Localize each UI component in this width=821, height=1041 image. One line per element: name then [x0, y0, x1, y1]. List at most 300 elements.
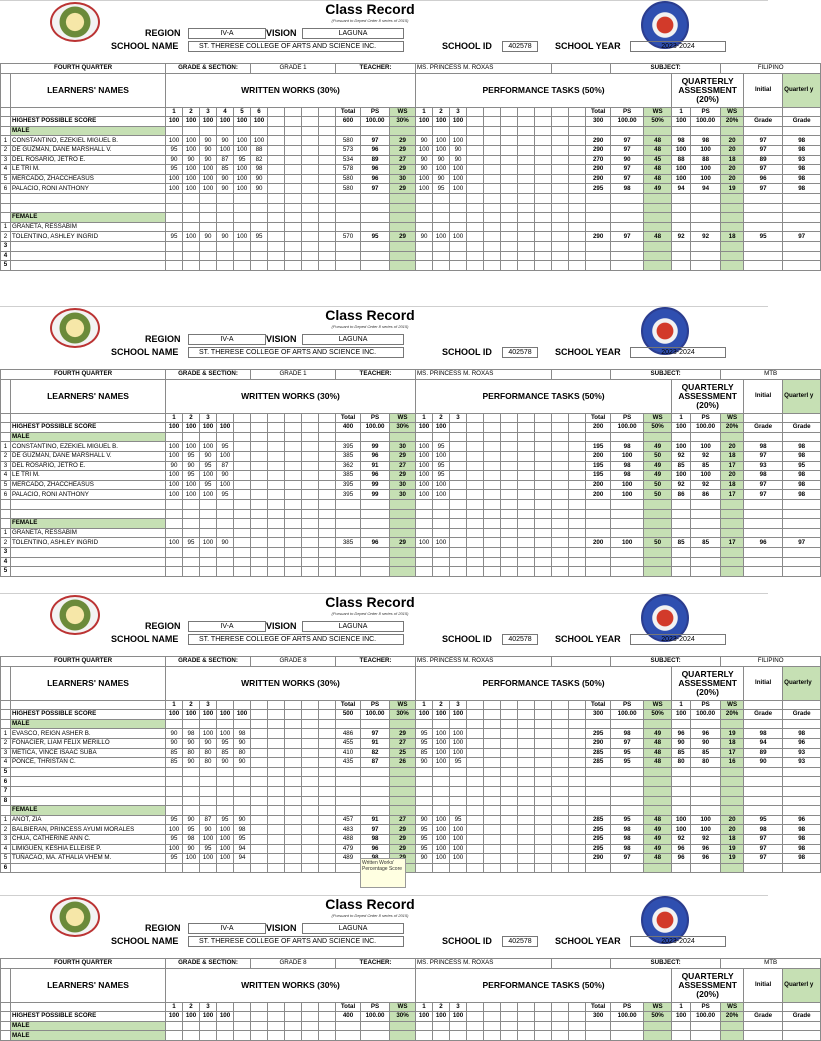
blank-cell[interactable] — [234, 193, 251, 203]
subject-value[interactable]: MTB — [721, 370, 821, 380]
score-cell[interactable]: 95 — [251, 232, 268, 242]
score-cell[interactable] — [302, 490, 319, 500]
blank-cell[interactable] — [518, 547, 535, 557]
score-cell[interactable]: 96 — [783, 738, 821, 748]
blank-cell[interactable] — [569, 261, 586, 271]
score-cell[interactable]: 95 — [433, 471, 450, 481]
score-cell[interactable]: 86 — [672, 490, 691, 500]
score-cell[interactable] — [535, 825, 552, 835]
score-cell[interactable] — [501, 442, 518, 452]
blank-cell[interactable] — [183, 203, 200, 213]
blank-cell[interactable] — [611, 203, 644, 213]
score-cell[interactable] — [569, 528, 586, 538]
score-cell[interactable]: 95 — [744, 815, 783, 825]
score-cell[interactable]: 97 — [744, 844, 783, 854]
score-cell[interactable] — [268, 461, 285, 471]
score-cell[interactable]: 98 — [611, 825, 644, 835]
blank-cell[interactable] — [234, 786, 251, 796]
score-cell[interactable] — [552, 825, 569, 835]
score-cell[interactable] — [302, 825, 319, 835]
score-cell[interactable]: 95 — [183, 451, 200, 461]
blank-cell[interactable] — [433, 557, 450, 567]
blank-cell[interactable] — [251, 796, 268, 806]
grade-section-value[interactable]: GRADE 1 — [251, 64, 336, 74]
score-cell[interactable]: 97 — [611, 136, 644, 146]
blank-cell[interactable] — [691, 796, 721, 806]
score-cell[interactable]: 98 — [783, 442, 821, 452]
score-cell[interactable] — [319, 145, 336, 155]
score-cell[interactable]: 80 — [200, 748, 217, 758]
score-cell[interactable]: 98 — [783, 834, 821, 844]
blank-cell[interactable] — [166, 796, 183, 806]
score-cell[interactable] — [518, 451, 535, 461]
score-cell[interactable] — [268, 854, 285, 864]
blank-cell[interactable] — [672, 261, 691, 271]
score-cell[interactable] — [535, 174, 552, 184]
score-cell[interactable] — [183, 528, 200, 538]
score-cell[interactable]: 100 — [691, 145, 721, 155]
score-cell[interactable] — [569, 442, 586, 452]
blank-cell[interactable] — [744, 567, 783, 577]
blank-cell[interactable] — [586, 786, 611, 796]
score-cell[interactable] — [302, 222, 319, 232]
score-cell[interactable] — [484, 136, 501, 146]
score-cell[interactable]: 100 — [450, 825, 467, 835]
blank-cell[interactable] — [166, 499, 183, 509]
score-cell[interactable]: 295 — [586, 834, 611, 844]
blank-cell[interactable] — [586, 193, 611, 203]
score-cell[interactable]: 100 — [416, 461, 433, 471]
score-cell[interactable] — [217, 222, 234, 232]
score-cell[interactable] — [569, 490, 586, 500]
score-cell[interactable]: 20 — [721, 165, 744, 175]
blank-cell[interactable] — [744, 499, 783, 509]
score-cell[interactable] — [744, 222, 783, 232]
blank-cell[interactable] — [217, 567, 234, 577]
score-cell[interactable]: 95 — [433, 442, 450, 452]
school-name-field[interactable]: ST. THERESE COLLEGE OF ARTS AND SCIENCE INC. — [188, 936, 404, 947]
blank-cell[interactable] — [11, 767, 166, 777]
blank-cell[interactable] — [217, 261, 234, 271]
blank-cell[interactable] — [433, 509, 450, 519]
score-cell[interactable] — [467, 165, 484, 175]
blank-cell[interactable] — [285, 863, 302, 873]
score-cell[interactable] — [302, 232, 319, 242]
score-cell[interactable]: 97 — [361, 136, 390, 146]
blank-cell[interactable] — [586, 567, 611, 577]
score-cell[interactable] — [535, 844, 552, 854]
blank-cell[interactable] — [484, 193, 501, 203]
score-cell[interactable] — [518, 155, 535, 165]
score-cell[interactable] — [501, 480, 518, 490]
blank-cell[interactable] — [200, 863, 217, 873]
blank-cell[interactable] — [361, 777, 390, 787]
score-cell[interactable]: 385 — [336, 538, 361, 548]
blank-cell[interactable] — [744, 509, 783, 519]
score-cell[interactable] — [569, 145, 586, 155]
score-cell[interactable]: 100 — [166, 538, 183, 548]
score-cell[interactable] — [552, 844, 569, 854]
blank-cell[interactable] — [586, 251, 611, 261]
grade-section-value[interactable]: GRADE 8 — [251, 657, 336, 667]
score-cell[interactable]: 85 — [672, 538, 691, 548]
blank-cell[interactable] — [450, 193, 467, 203]
score-cell[interactable]: 95 — [183, 538, 200, 548]
score-cell[interactable]: 30 — [390, 480, 416, 490]
score-cell[interactable] — [183, 222, 200, 232]
blank-cell[interactable] — [200, 241, 217, 251]
blank-cell[interactable] — [744, 251, 783, 261]
teacher-value[interactable]: MS. PRINCESS M. ROXAS — [416, 370, 552, 380]
score-cell[interactable] — [234, 451, 251, 461]
blank-cell[interactable] — [501, 767, 518, 777]
score-cell[interactable]: 90 — [744, 758, 783, 768]
blank-cell[interactable] — [285, 241, 302, 251]
blank-cell[interactable] — [783, 547, 821, 557]
score-cell[interactable]: 100 — [416, 451, 433, 461]
score-cell[interactable]: 100 — [217, 451, 234, 461]
school-year-field[interactable]: 2023-2024 — [630, 634, 726, 645]
score-cell[interactable] — [251, 461, 268, 471]
score-cell[interactable]: 100 — [691, 442, 721, 452]
score-cell[interactable] — [285, 528, 302, 538]
score-cell[interactable] — [721, 222, 744, 232]
score-cell[interactable]: 85 — [217, 165, 234, 175]
score-cell[interactable] — [535, 222, 552, 232]
score-cell[interactable] — [302, 136, 319, 146]
score-cell[interactable]: 85 — [217, 748, 234, 758]
blank-cell[interactable] — [268, 767, 285, 777]
blank-cell[interactable] — [361, 509, 390, 519]
score-cell[interactable] — [234, 222, 251, 232]
score-cell[interactable]: 395 — [336, 480, 361, 490]
blank-cell[interactable] — [672, 767, 691, 777]
score-cell[interactable]: 97 — [744, 136, 783, 146]
score-cell[interactable]: 27 — [390, 815, 416, 825]
blank-cell[interactable] — [484, 786, 501, 796]
blank-cell[interactable] — [644, 193, 672, 203]
score-cell[interactable] — [285, 854, 302, 864]
score-cell[interactable]: 96 — [691, 844, 721, 854]
blank-cell[interactable] — [336, 261, 361, 271]
blank-cell[interactable] — [390, 547, 416, 557]
score-cell[interactable] — [251, 471, 268, 481]
blank-cell[interactable] — [416, 863, 433, 873]
score-cell[interactable] — [535, 232, 552, 242]
score-cell[interactable] — [319, 538, 336, 548]
blank-cell[interactable] — [484, 777, 501, 787]
score-cell[interactable] — [501, 174, 518, 184]
score-cell[interactable] — [569, 174, 586, 184]
score-cell[interactable]: 200 — [586, 490, 611, 500]
blank-cell[interactable] — [535, 557, 552, 567]
score-cell[interactable]: 88 — [672, 155, 691, 165]
score-cell[interactable]: 48 — [644, 174, 672, 184]
score-cell[interactable] — [484, 729, 501, 739]
blank-cell[interactable] — [450, 241, 467, 251]
score-cell[interactable] — [268, 738, 285, 748]
score-cell[interactable]: 290 — [586, 145, 611, 155]
score-cell[interactable]: 19 — [721, 844, 744, 854]
score-cell[interactable] — [569, 136, 586, 146]
blank-cell[interactable] — [744, 786, 783, 796]
score-cell[interactable] — [552, 834, 569, 844]
blank-cell[interactable] — [644, 547, 672, 557]
score-cell[interactable]: 580 — [336, 174, 361, 184]
score-cell[interactable] — [450, 538, 467, 548]
blank-cell[interactable] — [721, 203, 744, 213]
blank-cell[interactable] — [416, 796, 433, 806]
score-cell[interactable] — [518, 854, 535, 864]
division-field[interactable]: LAGUNA — [302, 28, 404, 39]
score-cell[interactable]: 98 — [783, 451, 821, 461]
blank-cell[interactable] — [390, 499, 416, 509]
score-cell[interactable]: 48 — [644, 815, 672, 825]
score-cell[interactable]: 100 — [433, 480, 450, 490]
blank-cell[interactable] — [361, 261, 390, 271]
blank-cell[interactable] — [319, 863, 336, 873]
score-cell[interactable]: 90 — [234, 738, 251, 748]
score-cell[interactable] — [285, 184, 302, 194]
score-cell[interactable] — [535, 834, 552, 844]
blank-cell[interactable] — [569, 499, 586, 509]
score-cell[interactable]: 95 — [166, 165, 183, 175]
blank-cell[interactable] — [416, 767, 433, 777]
score-cell[interactable] — [569, 834, 586, 844]
score-cell[interactable]: 98 — [611, 834, 644, 844]
score-cell[interactable]: 100 — [433, 854, 450, 864]
score-cell[interactable]: 385 — [336, 451, 361, 461]
score-cell[interactable]: 100 — [200, 834, 217, 844]
score-cell[interactable] — [721, 528, 744, 538]
blank-cell[interactable] — [535, 499, 552, 509]
score-cell[interactable]: 88 — [691, 155, 721, 165]
score-cell[interactable] — [285, 844, 302, 854]
score-cell[interactable] — [268, 145, 285, 155]
score-cell[interactable]: 85 — [691, 538, 721, 548]
score-cell[interactable] — [450, 461, 467, 471]
score-cell[interactable]: 96 — [361, 145, 390, 155]
score-cell[interactable]: 100 — [183, 480, 200, 490]
score-cell[interactable] — [569, 538, 586, 548]
score-cell[interactable]: 285 — [586, 758, 611, 768]
blank-cell[interactable] — [783, 261, 821, 271]
score-cell[interactable]: 98 — [783, 174, 821, 184]
blank-cell[interactable] — [569, 567, 586, 577]
score-cell[interactable]: 85 — [691, 748, 721, 758]
blank-cell[interactable] — [234, 557, 251, 567]
score-cell[interactable] — [450, 480, 467, 490]
score-cell[interactable] — [484, 174, 501, 184]
blank-cell[interactable] — [484, 241, 501, 251]
score-cell[interactable] — [518, 136, 535, 146]
score-cell[interactable]: 100 — [166, 451, 183, 461]
score-cell[interactable] — [518, 758, 535, 768]
blank-cell[interactable] — [552, 557, 569, 567]
blank-cell[interactable] — [319, 567, 336, 577]
score-cell[interactable]: 98 — [783, 490, 821, 500]
blank-cell[interactable] — [416, 193, 433, 203]
blank-cell[interactable] — [672, 203, 691, 213]
score-cell[interactable] — [783, 222, 821, 232]
score-cell[interactable]: 96 — [691, 729, 721, 739]
blank-cell[interactable] — [319, 767, 336, 777]
score-cell[interactable]: 100 — [433, 825, 450, 835]
blank-cell[interactable] — [416, 567, 433, 577]
blank-cell[interactable] — [535, 796, 552, 806]
score-cell[interactable] — [166, 528, 183, 538]
score-cell[interactable] — [319, 165, 336, 175]
blank-cell[interactable] — [744, 193, 783, 203]
score-cell[interactable] — [268, 834, 285, 844]
blank-cell[interactable] — [569, 509, 586, 519]
blank-cell[interactable] — [183, 509, 200, 519]
score-cell[interactable]: 29 — [390, 136, 416, 146]
score-cell[interactable]: 90 — [691, 738, 721, 748]
score-cell[interactable]: 49 — [644, 844, 672, 854]
score-cell[interactable] — [484, 834, 501, 844]
blank-cell[interactable] — [183, 557, 200, 567]
score-cell[interactable]: 100 — [166, 825, 183, 835]
score-cell[interactable]: 97 — [744, 854, 783, 864]
score-cell[interactable] — [302, 854, 319, 864]
score-cell[interactable] — [319, 184, 336, 194]
score-cell[interactable]: 93 — [783, 758, 821, 768]
blank-cell[interactable] — [552, 203, 569, 213]
blank-cell[interactable] — [691, 557, 721, 567]
score-cell[interactable]: 91 — [361, 815, 390, 825]
score-cell[interactable] — [285, 174, 302, 184]
blank-cell[interactable] — [217, 863, 234, 873]
score-cell[interactable] — [501, 844, 518, 854]
score-cell[interactable]: 97 — [611, 738, 644, 748]
blank-cell[interactable] — [390, 796, 416, 806]
blank-cell[interactable] — [285, 251, 302, 261]
score-cell[interactable]: 49 — [644, 184, 672, 194]
score-cell[interactable]: 195 — [586, 442, 611, 452]
blank-cell[interactable] — [484, 567, 501, 577]
score-cell[interactable] — [501, 490, 518, 500]
score-cell[interactable] — [319, 155, 336, 165]
score-cell[interactable]: 100 — [691, 815, 721, 825]
score-cell[interactable]: 90 — [200, 145, 217, 155]
score-cell[interactable] — [552, 471, 569, 481]
blank-cell[interactable] — [467, 251, 484, 261]
blank-cell[interactable] — [166, 509, 183, 519]
score-cell[interactable] — [552, 174, 569, 184]
score-cell[interactable] — [285, 136, 302, 146]
score-cell[interactable]: 87 — [217, 155, 234, 165]
blank-cell[interactable] — [217, 203, 234, 213]
score-cell[interactable]: 82 — [251, 155, 268, 165]
score-cell[interactable] — [569, 232, 586, 242]
score-cell[interactable] — [569, 222, 586, 232]
score-cell[interactable] — [501, 758, 518, 768]
score-cell[interactable] — [302, 815, 319, 825]
blank-cell[interactable] — [268, 509, 285, 519]
score-cell[interactable] — [501, 136, 518, 146]
score-cell[interactable]: 290 — [586, 136, 611, 146]
score-cell[interactable] — [501, 222, 518, 232]
blank-cell[interactable] — [552, 863, 569, 873]
blank-cell[interactable] — [200, 796, 217, 806]
blank-cell[interactable] — [586, 557, 611, 567]
blank-cell[interactable] — [268, 796, 285, 806]
score-cell[interactable]: 98 — [183, 834, 200, 844]
score-cell[interactable] — [691, 222, 721, 232]
blank-cell[interactable] — [336, 241, 361, 251]
score-cell[interactable] — [268, 490, 285, 500]
score-cell[interactable]: 90 — [416, 815, 433, 825]
blank-cell[interactable] — [484, 863, 501, 873]
score-cell[interactable]: 100 — [166, 136, 183, 146]
score-cell[interactable] — [535, 471, 552, 481]
score-cell[interactable]: 90 — [611, 155, 644, 165]
score-cell[interactable] — [268, 729, 285, 739]
grade-section-value[interactable]: GRADE 1 — [251, 370, 336, 380]
blank-cell[interactable] — [672, 557, 691, 567]
blank-cell[interactable] — [390, 509, 416, 519]
school-year-field[interactable]: 2023-2024 — [630, 936, 726, 947]
score-cell[interactable] — [501, 834, 518, 844]
score-cell[interactable]: 98 — [611, 461, 644, 471]
score-cell[interactable] — [285, 165, 302, 175]
score-cell[interactable] — [268, 480, 285, 490]
score-cell[interactable]: 100 — [416, 480, 433, 490]
score-cell[interactable] — [569, 471, 586, 481]
score-cell[interactable] — [535, 442, 552, 452]
score-cell[interactable] — [433, 222, 450, 232]
score-cell[interactable]: 98 — [783, 844, 821, 854]
score-cell[interactable] — [552, 155, 569, 165]
score-cell[interactable]: 95 — [416, 738, 433, 748]
score-cell[interactable]: 100 — [234, 184, 251, 194]
score-cell[interactable]: 90 — [200, 155, 217, 165]
score-cell[interactable]: 96 — [361, 165, 390, 175]
blank-cell[interactable] — [484, 261, 501, 271]
blank-cell[interactable] — [390, 557, 416, 567]
score-cell[interactable]: 100 — [450, 834, 467, 844]
score-cell[interactable]: 97 — [611, 145, 644, 155]
score-cell[interactable] — [467, 825, 484, 835]
blank-cell[interactable] — [721, 796, 744, 806]
score-cell[interactable] — [467, 738, 484, 748]
blank-cell[interactable] — [285, 499, 302, 509]
blank-cell[interactable] — [433, 499, 450, 509]
score-cell[interactable] — [535, 480, 552, 490]
blank-cell[interactable] — [518, 251, 535, 261]
school-id-field[interactable]: 402578 — [502, 347, 538, 358]
score-cell[interactable] — [285, 232, 302, 242]
score-cell[interactable]: 17 — [721, 538, 744, 548]
blank-cell[interactable] — [268, 261, 285, 271]
blank-cell[interactable] — [721, 241, 744, 251]
blank-cell[interactable] — [433, 547, 450, 557]
score-cell[interactable] — [535, 528, 552, 538]
blank-cell[interactable] — [672, 509, 691, 519]
score-cell[interactable]: 97 — [361, 825, 390, 835]
score-cell[interactable] — [302, 738, 319, 748]
score-cell[interactable] — [518, 834, 535, 844]
score-cell[interactable] — [569, 844, 586, 854]
score-cell[interactable] — [501, 471, 518, 481]
score-cell[interactable]: 100 — [433, 748, 450, 758]
blank-cell[interactable] — [783, 193, 821, 203]
blank-cell[interactable] — [166, 547, 183, 557]
score-cell[interactable]: 100 — [433, 538, 450, 548]
score-cell[interactable]: 362 — [336, 461, 361, 471]
score-cell[interactable] — [467, 184, 484, 194]
